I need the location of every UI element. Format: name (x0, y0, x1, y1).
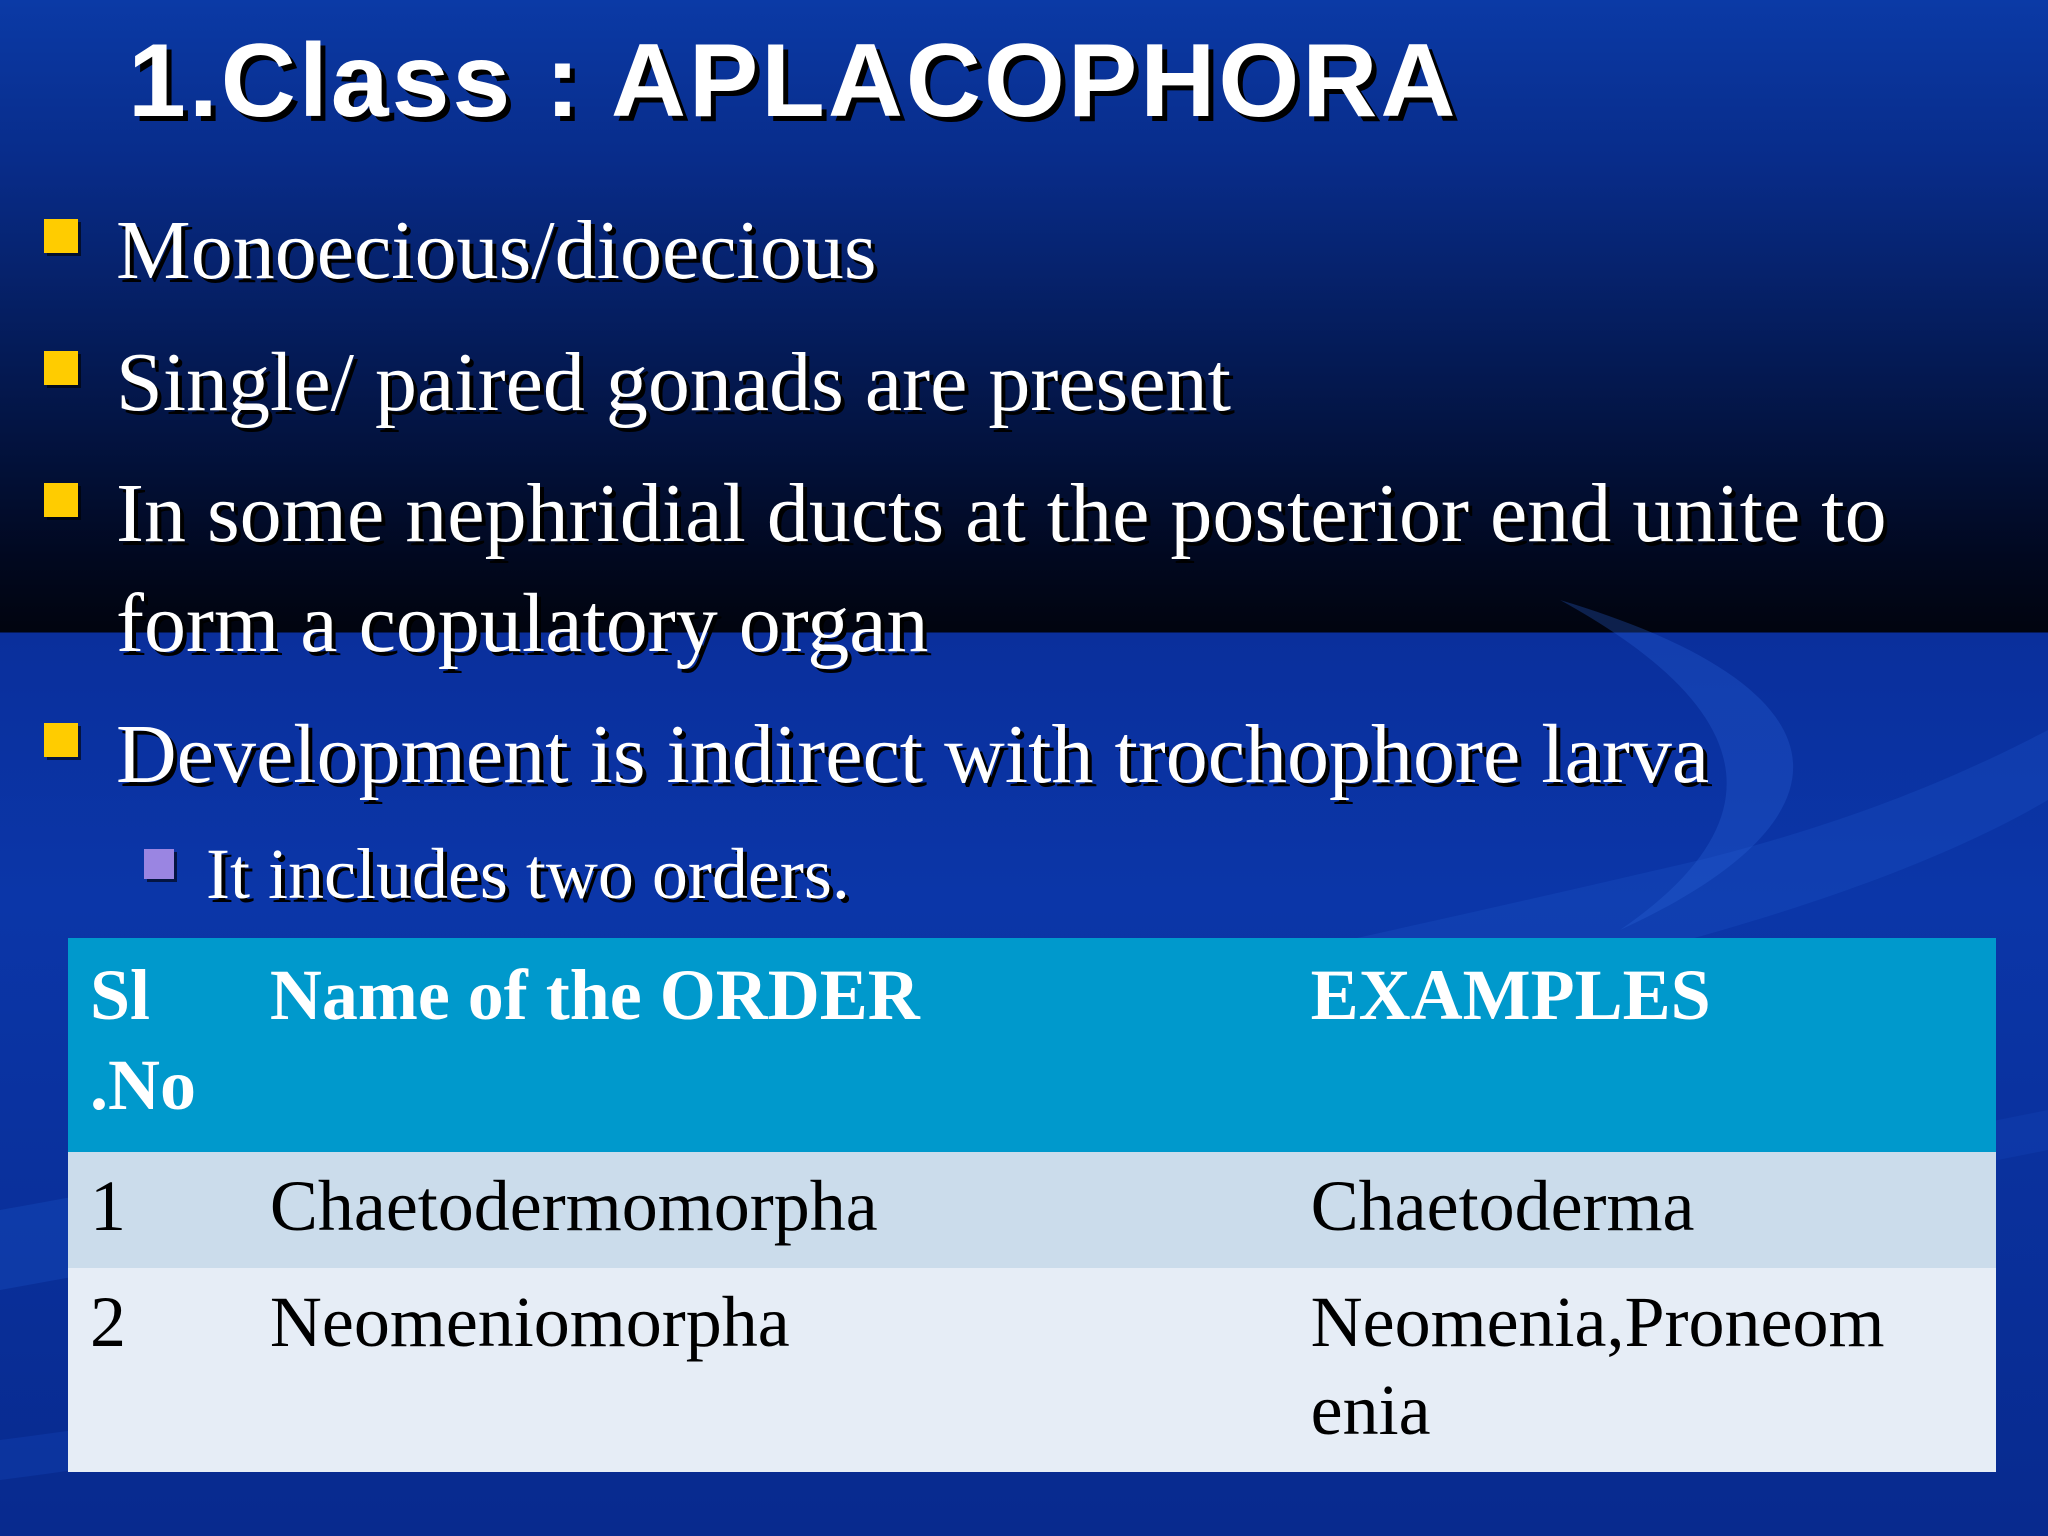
bullet-text: Monoecious/dioecious (116, 204, 877, 297)
bullet-item (40, 327, 2030, 439)
bullet-item (40, 459, 2030, 679)
header-sl-line2: .No (90, 1045, 196, 1125)
table-header-row (68, 938, 1996, 1152)
cell-examples: Chaetoderma (1289, 1152, 1996, 1268)
cell-examples (1289, 1268, 1996, 1472)
header-order-name: Name of the ORDER (248, 938, 1289, 1152)
square-bullet-icon (44, 351, 78, 385)
bullet-list (40, 195, 2030, 943)
examples-line2: enia (1310, 1370, 1431, 1450)
square-sub-bullet-icon (144, 849, 174, 879)
sub-bullet-item (40, 825, 2030, 923)
header-sl-no (68, 938, 248, 1152)
header-examples: EXAMPLES (1289, 938, 1996, 1152)
square-bullet-icon (44, 723, 78, 757)
table-row (68, 1268, 1996, 1472)
bullet-text: In some nephridial ducts at the posterior end unite to form a copulatory organ (116, 467, 1887, 670)
cell-order: Chaetodermomorpha (248, 1152, 1289, 1268)
orders-table (68, 938, 1996, 1472)
square-bullet-icon (44, 483, 78, 517)
bullet-item (40, 195, 2030, 307)
cell-sl: 1 (68, 1152, 248, 1268)
sub-bullet-text: It includes two orders. (206, 834, 850, 914)
bullet-item (40, 699, 2030, 811)
bullet-text: Development is indirect with trochophore larva (116, 708, 1710, 801)
square-bullet-icon (44, 219, 78, 253)
header-sl-line1: Sl (90, 955, 151, 1035)
slide-title: 1.Class : APLACOPHORA (128, 23, 1459, 139)
table-row (68, 1152, 1996, 1268)
cell-sl: 2 (68, 1268, 248, 1472)
examples-line1: Neomenia,Proneom (1310, 1282, 1885, 1362)
cell-order: Neomeniomorpha (248, 1268, 1289, 1472)
bullet-text: Single/ paired gonads are present (116, 336, 1231, 429)
